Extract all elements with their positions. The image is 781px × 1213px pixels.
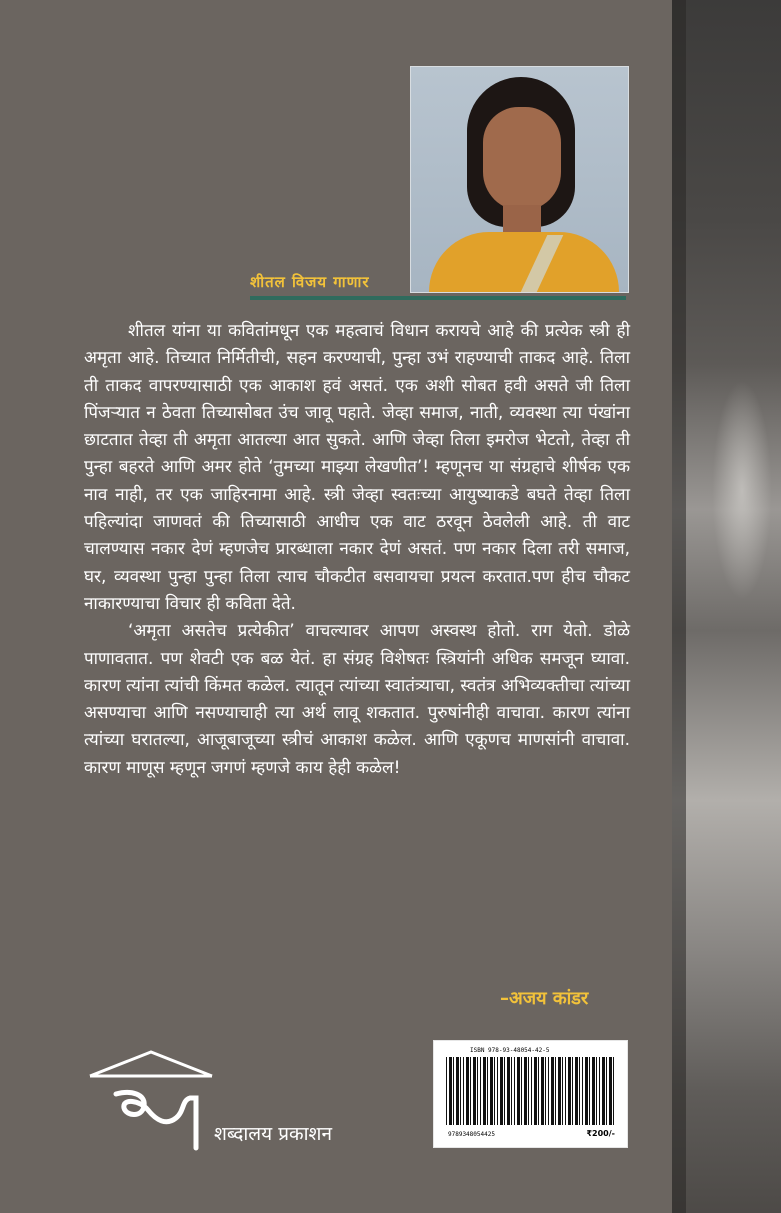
author-photo	[410, 66, 629, 293]
blurb-paragraph-2: ‘अमृता असतेच प्रत्येकीत’ वाचल्यावर आपण अस्वस्थ होतो. राग येतो. डोळे पाणावतात. पण शेवटी एक बळ येतं. हा संग्रह विशेषतः स्त्रियांनी अधिक समजून घ्यावा. कारण त्यांना त्यांची किंमत कळेल. त्यातून त्यांच्या स्वातंत्र्याचा, स्वतंत्र अभिव्यक्तीचा त्यांच्या असण्याचा आणि नसण्याचाही त्या अर्थ लावू शकतात. पुरुषांनीही वाचावा. कारण त्यांना त्यांच्या घरातल्या, आजूबाजूच्या स्त्रीचं आकाश कळेल. आणि एकूणच माणसांनी वाचावा. कारण माणूस म्हणून जगणं म्हणजे काय हेही कळेल!	[84, 621, 630, 778]
price-label: ₹200/-	[586, 1129, 615, 1138]
blurb-paragraph-1: शीतल यांना या कवितांमधून एक महत्वाचं विधान करायचे आहे की प्रत्येक स्त्री ही अमृता आहे. तिच्यात निर्मितीची, सहन करण्याची, पुन्हा उभं राहण्याची ताकद आहे. तिला ती ताकद वापरण्यासाठी एक आकाश हवं असतं. एक अशी सोबत हवी असते जी तिला पिंजऱ्यात न ठेवता तिच्यासोबत उंच जावू पहाते. जेव्हा समाज, नाती, व्यवस्था त्या पंखांना छाटतात तेव्हा ती अमृता आतल्या आत सुकते. आणि जेव्हा तिला इमरोज भेटतो, तेव्हा ती पुन्हा बहरते आणि अमर होते ‘तुमच्या माझ्या लेखणीत’! म्हणूनच या संग्रहाचे शीर्षक एक नाव नाही, तर एक जाहिरनामा आहे. स्त्री जेव्हा स्वतःच्या आयुष्याकडे बघते तेव्हा तिला पहिल्यांदा जाणवतं की तिच्यासाठी आधीच एक वाट ठरवून ठेवलेली आहे. ती वाट चालण्यास नकार देणं म्हणजेच प्रारब्धाला नकार देणं असतं. पण नकार दिला तरी समाज, घर, व्यवस्था पुन्हा पुन्हा तिला त्याच चौकटीत बसवायचा प्रयत्न करतात.पण हीच चौकट नाकारण्याचा विचार ही कविता देते.	[84, 321, 630, 614]
barcode-number: 9789348054425	[448, 1131, 495, 1138]
publisher-logo-icon	[86, 1048, 216, 1158]
isbn-barcode	[433, 1040, 628, 1148]
front-cover-edge-photo	[672, 0, 781, 1213]
isbn-label: ISBN 978-93-48054-42-5	[470, 1047, 550, 1054]
author-name: शीतल विजय गाणार	[250, 273, 370, 291]
reviewer-signature: –अजय कांडर	[500, 988, 589, 1009]
publisher-name: शब्दालय प्रकाशन	[214, 1123, 332, 1145]
barcode-bars	[446, 1057, 614, 1125]
blurb-text	[84, 318, 630, 782]
divider-rule	[250, 296, 626, 300]
